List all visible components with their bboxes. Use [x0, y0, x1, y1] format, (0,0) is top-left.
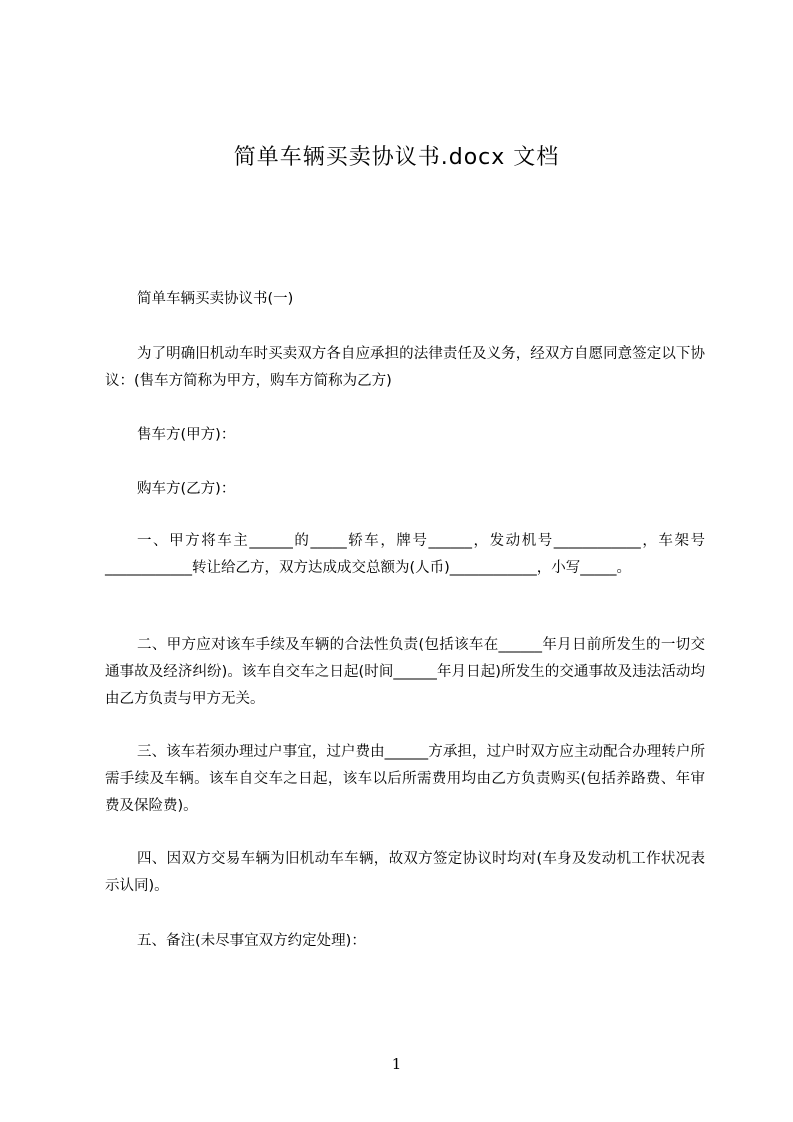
- buyer-line: 购车方(乙方)：: [137, 481, 236, 497]
- seller-line: 售车方(甲方)：: [137, 427, 236, 443]
- clause-1: 一、甲方将车主______的_____轿车，牌号______，发动机号____________，车架号____________转让给乙方，双方达成成交总额为(人币)____________，小写_____。: [105, 533, 705, 576]
- clause-2: 二、甲方应对该车手续及车辆的合法性负责(包括该车在______年月日前所发生的一切交通事故及经济纠纷)。该车自交车之日起(时间______年月日起)所发生的交通事故及违法活动均由乙方负责与甲方无关。: [105, 637, 705, 707]
- clause-5: 五、备注(未尽事宜双方约定处理)：: [137, 933, 366, 949]
- clause-4: 四、因双方交易车辆为旧机动车车辆，故双方签定协议时均对(车身及发动机工作状况表示认同)。: [105, 851, 705, 894]
- intro-paragraph: 为了明确旧机动车时买卖双方各自应承担的法律责任及义务，经双方自愿同意签定以下协议：(售车方简称为甲方，购车方简称为乙方): [105, 346, 705, 389]
- clause-3: 三、该车若须办理过户事宜，过户费由______方承担，过户时双方应主动配合办理转户所需手续及车辆。该车自交车之日起，该车以后所需费用均由乙方负责购买(包括养路费、年审费及保险费)。: [105, 744, 705, 814]
- page-number: 1: [391, 1055, 402, 1073]
- agreement-heading: 简单车辆买卖协议书(一): [137, 291, 294, 307]
- document-title: 简单车辆买卖协议书.docx 文档: [233, 145, 560, 170]
